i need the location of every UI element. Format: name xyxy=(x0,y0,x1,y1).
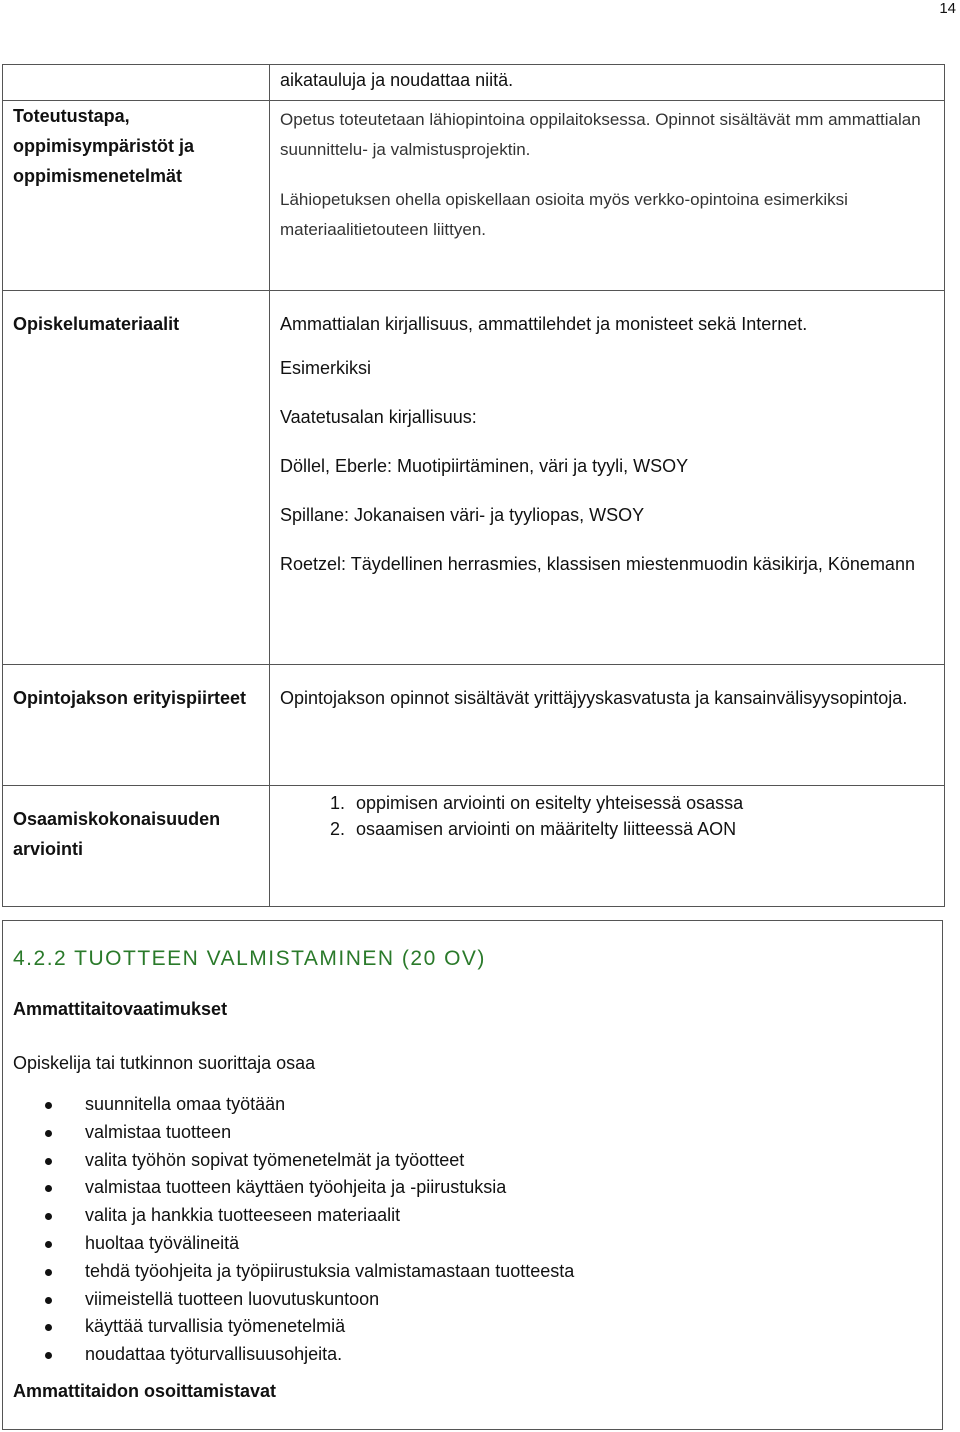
list-item xyxy=(85,1202,932,1230)
material-line: Esimerkiksi xyxy=(280,358,372,378)
subheading: Ammattitaidon osoittamistavat xyxy=(13,1380,277,1401)
content-cell xyxy=(270,101,945,291)
bullet-icon xyxy=(45,1324,52,1331)
content-cell xyxy=(270,291,945,665)
list-item-text: huoltaa työvälineitä xyxy=(85,1232,240,1253)
bullet-icon xyxy=(45,1241,52,1248)
list-item xyxy=(85,1119,932,1147)
content-cell xyxy=(270,786,945,907)
list-item-text: valita ja hankkia tuotteeseen materiaalit xyxy=(85,1205,401,1226)
paragraph: Opetus toteutetaan lähiopintoina oppilaitoksessa. Opinnot sisältävät mm ammattialan suunnittelu- ja valmistusprojektin. xyxy=(280,110,921,159)
list-item-text: käyttää turvallisia työmenetelmiä xyxy=(85,1316,346,1337)
paragraph: Opintojakson opinnot sisältävät yrittäjyyskasvatusta ja kansainvälisyysopintoja. xyxy=(280,688,908,708)
empty-label-cell xyxy=(3,65,270,101)
skills-list xyxy=(13,1091,932,1369)
table-row xyxy=(3,65,945,101)
list-item xyxy=(85,1147,932,1175)
bullet-icon xyxy=(45,1352,52,1359)
bullet-icon xyxy=(45,1185,52,1192)
bullet-icon xyxy=(45,1158,52,1165)
list-item-text: viimeistellä tuotteen luovutuskuntoon xyxy=(85,1288,380,1309)
list-item xyxy=(85,1174,932,1202)
assessment-list xyxy=(280,790,934,842)
content-cell xyxy=(270,665,945,786)
list-item-text: noudattaa työturvallisuusohjeita. xyxy=(85,1344,343,1365)
bullet-icon xyxy=(45,1213,52,1220)
table-row xyxy=(3,786,945,907)
list-item: 2. osaamisen arviointi on määritelty liitteessä AON xyxy=(350,816,934,842)
material-line: Spillane: Jokanaisen väri- ja tyyliopas, WSOY xyxy=(280,505,645,525)
table-row xyxy=(3,291,945,665)
table-row xyxy=(3,101,945,291)
material-line: Roetzel: Täydellinen herrasmies, klassisen miestenmuodin käsikirja, Könemann xyxy=(280,554,915,574)
bullet-icon xyxy=(45,1102,52,1109)
list-item xyxy=(85,1230,932,1258)
list-item: 1. oppimisen arviointi on esitelty yhteisessä osassa xyxy=(350,790,934,816)
page-number: 14 xyxy=(939,0,956,17)
paragraph: Lähiopetuksen ohella opiskellaan osioita myös verkko-opintoina esimerkiksi materiaalitietouteen liittyen. xyxy=(280,190,848,239)
list-item-text: suunnitella omaa työtään xyxy=(85,1094,286,1114)
material-line: Döllel, Eberle: Muotipiirtäminen, väri ja tyyli, WSOY xyxy=(280,456,689,476)
list-item xyxy=(85,1258,932,1286)
list-item xyxy=(85,1091,932,1119)
course-info-table xyxy=(2,64,945,907)
table-row xyxy=(3,665,945,786)
subheading: Ammattitaitovaatimukset xyxy=(13,999,228,1019)
intro-text: Opiskelija tai tutkinnon suorittaja osaa xyxy=(13,1053,316,1073)
list-item xyxy=(85,1313,932,1341)
bullet-icon xyxy=(45,1130,52,1137)
module-section xyxy=(2,920,943,1430)
row-label-opiskelumateriaalit: Opiskelumateriaalit xyxy=(3,291,270,665)
list-item-text: valmistaa tuotteen käyttäen työohjeita ja -piirustuksia xyxy=(85,1177,507,1198)
bullet-icon xyxy=(45,1297,52,1304)
content-cell xyxy=(270,65,945,101)
bullet-icon xyxy=(45,1269,52,1276)
list-item xyxy=(85,1286,932,1314)
list-item-text: tehdä työohjeita ja työpiirustuksia valmistamastaan tuotteesta xyxy=(85,1260,575,1281)
list-item xyxy=(85,1341,932,1369)
row-label-toteutustapa: Toteutustapa, oppimisympäristöt ja oppimismenetelmät xyxy=(3,101,270,291)
row-label-erityispiirteet: Opintojakson erityispiirteet xyxy=(3,665,270,786)
list-item-text: valita työhön sopivat työmenetelmät ja työotteet xyxy=(85,1149,465,1170)
list-item-text: valmistaa tuotteen xyxy=(85,1121,232,1142)
row-label-arviointi: Osaamiskokonaisuuden arviointi xyxy=(3,786,270,907)
material-line: Vaatetusalan kirjallisuus: xyxy=(280,407,477,427)
material-line: Ammattialan kirjallisuus, ammattilehdet ja monisteet sekä Internet. xyxy=(280,314,808,334)
continued-text: aikatauluja ja noudattaa niitä. xyxy=(280,70,514,90)
section-title: 4.2.2 TUOTTEEN VALMISTAMINEN (20 OV) xyxy=(13,947,486,970)
